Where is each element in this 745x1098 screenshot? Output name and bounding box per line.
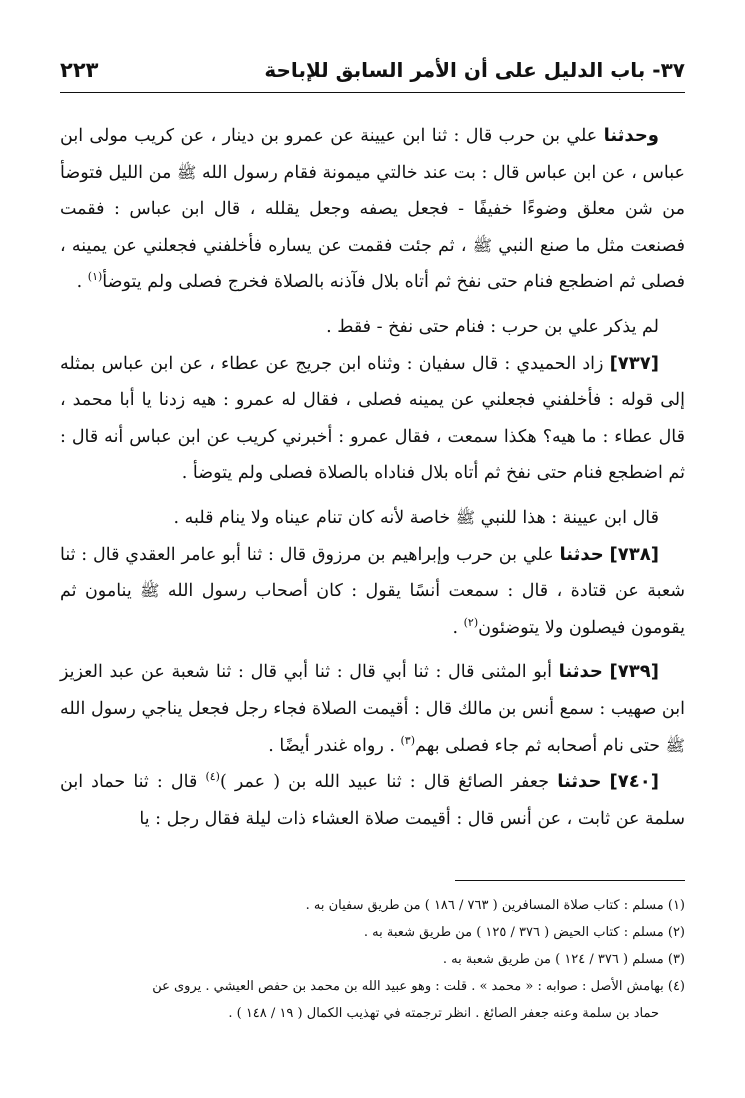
footnote-ref: (٣) — [400, 733, 415, 747]
hadith-keyword: وحدثنا — [603, 125, 659, 146]
salutation-glyph: ﷺ — [472, 235, 493, 255]
paragraph-ibn-uyayna: قال ابن عيينة : هذا للنبي ﷺ خاصة لأنه كان تنام عيناه ولا ينام قلبه . — [173, 507, 659, 528]
salutation-glyph: ﷺ — [665, 735, 685, 755]
salutation-glyph: ﷺ — [177, 162, 197, 182]
hadith-keyword: حدثنا — [558, 661, 603, 683]
footnote-4-continued: حماد بن سلمة وعنه جعفر الصائغ . انظر ترجمته في تهذيب الكمال ( ١٩ / ١٤٨ ) . — [228, 1006, 659, 1021]
salutation-glyph: ﷺ — [455, 507, 476, 527]
footnote-ref: (٤) — [205, 770, 220, 784]
paragraph-737: [٧٣٧] زاد الحميدي : قال سفيان : وثناه ابن جريج عن عطاء ، عن ابن عباس بمثله إلى قوله : فأخلفني فجعلني عن يمينه فصلى ، فقال له عمرو : هيه زدنا يا أبا محمد ، قال عطاء : ما هيه؟ هكذا سمعت ، فقال عمرو : أخبرني كريب عن ابن عباس أنه قال : ثم اضطجع فنام حتى نفخ ثم أتاه بلال فناداه بالصلاة فصلى ولم يتوضأ . — [60, 352, 685, 484]
page-header — [60, 52, 685, 93]
salutation-glyph: ﷺ — [140, 581, 160, 601]
footnote-3: (٣) مسلم ( ٣٧٦ / ١٢٤ ) من طريق شعبة به . — [442, 952, 685, 967]
footnote-1: (١) مسلم : كتاب صلاة المسافرين ( ٧٦٣ / ١٨٦ ) من طريق سفيان به . — [305, 898, 685, 913]
hadith-keyword: حدثنا — [559, 543, 604, 565]
paragraph-2: لم يذكر علي بن حرب : فنام حتى نفخ - فقط . — [326, 316, 659, 337]
paragraph-1: وحدثنا علي بن حرب قال : ثنا ابن عيينة عن عمرو بن دينار ، عن كريب مولى ابن عباس ، عن ابن عباس قال : بت عند خالتي ميمونة فقام رسول الله ﷺ من الليل فتوضأ من شن معلق وضوءًا خفيفًا - فجعل يصفه وجعل يقلله ، قال ابن عباس : فقمت فصنعت مثل ما صنع النبي ﷺ ، ثم جئت فقمت عن يساره فأخلفني فجعلني عن يمينه ، فصلى ثم اضطجع فنام حتى نفخ ثم أتاه بلال فآذنه بالصلاة فخرج فصلى ولم يتوضأ$^{(١)}$ . — [60, 125, 685, 293]
footnote-2: (٢) مسلم : كتاب الحيض ( ٣٧٦ / ١٢٥ ) من طريق شعبة به . — [363, 925, 685, 940]
footnote-ref: (٢) — [463, 615, 479, 629]
hadith-number: [٧٣٩] — [609, 661, 659, 683]
hadith-number: [٧٣٨] — [609, 543, 659, 565]
hadith-keyword: حدثنا — [557, 771, 602, 793]
hadith-number: [٧٤٠] — [609, 771, 659, 793]
footnote-ref: (١) — [87, 270, 103, 284]
hadith-number: [٧٣٧] — [609, 352, 659, 374]
footnote-divider — [455, 880, 685, 881]
footnote-4: (٤) بهامش الأصل : صوابه : « محمد » . قلت : وهو عبيد الله بن محمد بن حفص العيشي . يروى عن — [152, 979, 685, 994]
paragraph-740: [٧٤٠] حدثنا جعفر الصائغ قال : ثنا عبيد الله بن ( عمر )$^{(٤)}$ قال : ثنا حماد ابن سلمة عن ثابت ، عن أنس قال : أقيمت صلاة العشاء ذات ليلة فقال رجل : يا — [60, 770, 685, 829]
paragraph-738: [٧٣٨] حدثنا علي بن حرب وإبراهيم بن مرزوق قال : ثنا أبو عامر العقدي قال : ثنا شعبة عن قتادة ، قال : سمعت أنسًا يقول : كان أصحاب رسول الله ﷺ ينامون ثم يقومون فيصلون ولا يتوضئون$^{(٢)}$ . — [60, 543, 685, 638]
paragraph-739: [٧٣٩] حدثنا أبو المثنى قال : ثنا أبي قال : ثنا أبي قال : ثنا شعبة عن عبد العزيز ابن صهيب : سمع أنس بن مالك قال : أقيمت الصلاة فجاء رجل فجعل يناجي رسول الله ﷺ حتى نام أصحابه ثم جاء فصلى بهم$^{(٣)}$ . رواه غندر أيضًا . — [60, 661, 685, 756]
page-number: ٢٢٣ — [60, 58, 99, 82]
main-text — [60, 118, 685, 837]
footnotes — [60, 892, 685, 1027]
chapter-title: ٣٧- باب الدليل على أن الأمر السابق للإباحة — [264, 58, 685, 82]
